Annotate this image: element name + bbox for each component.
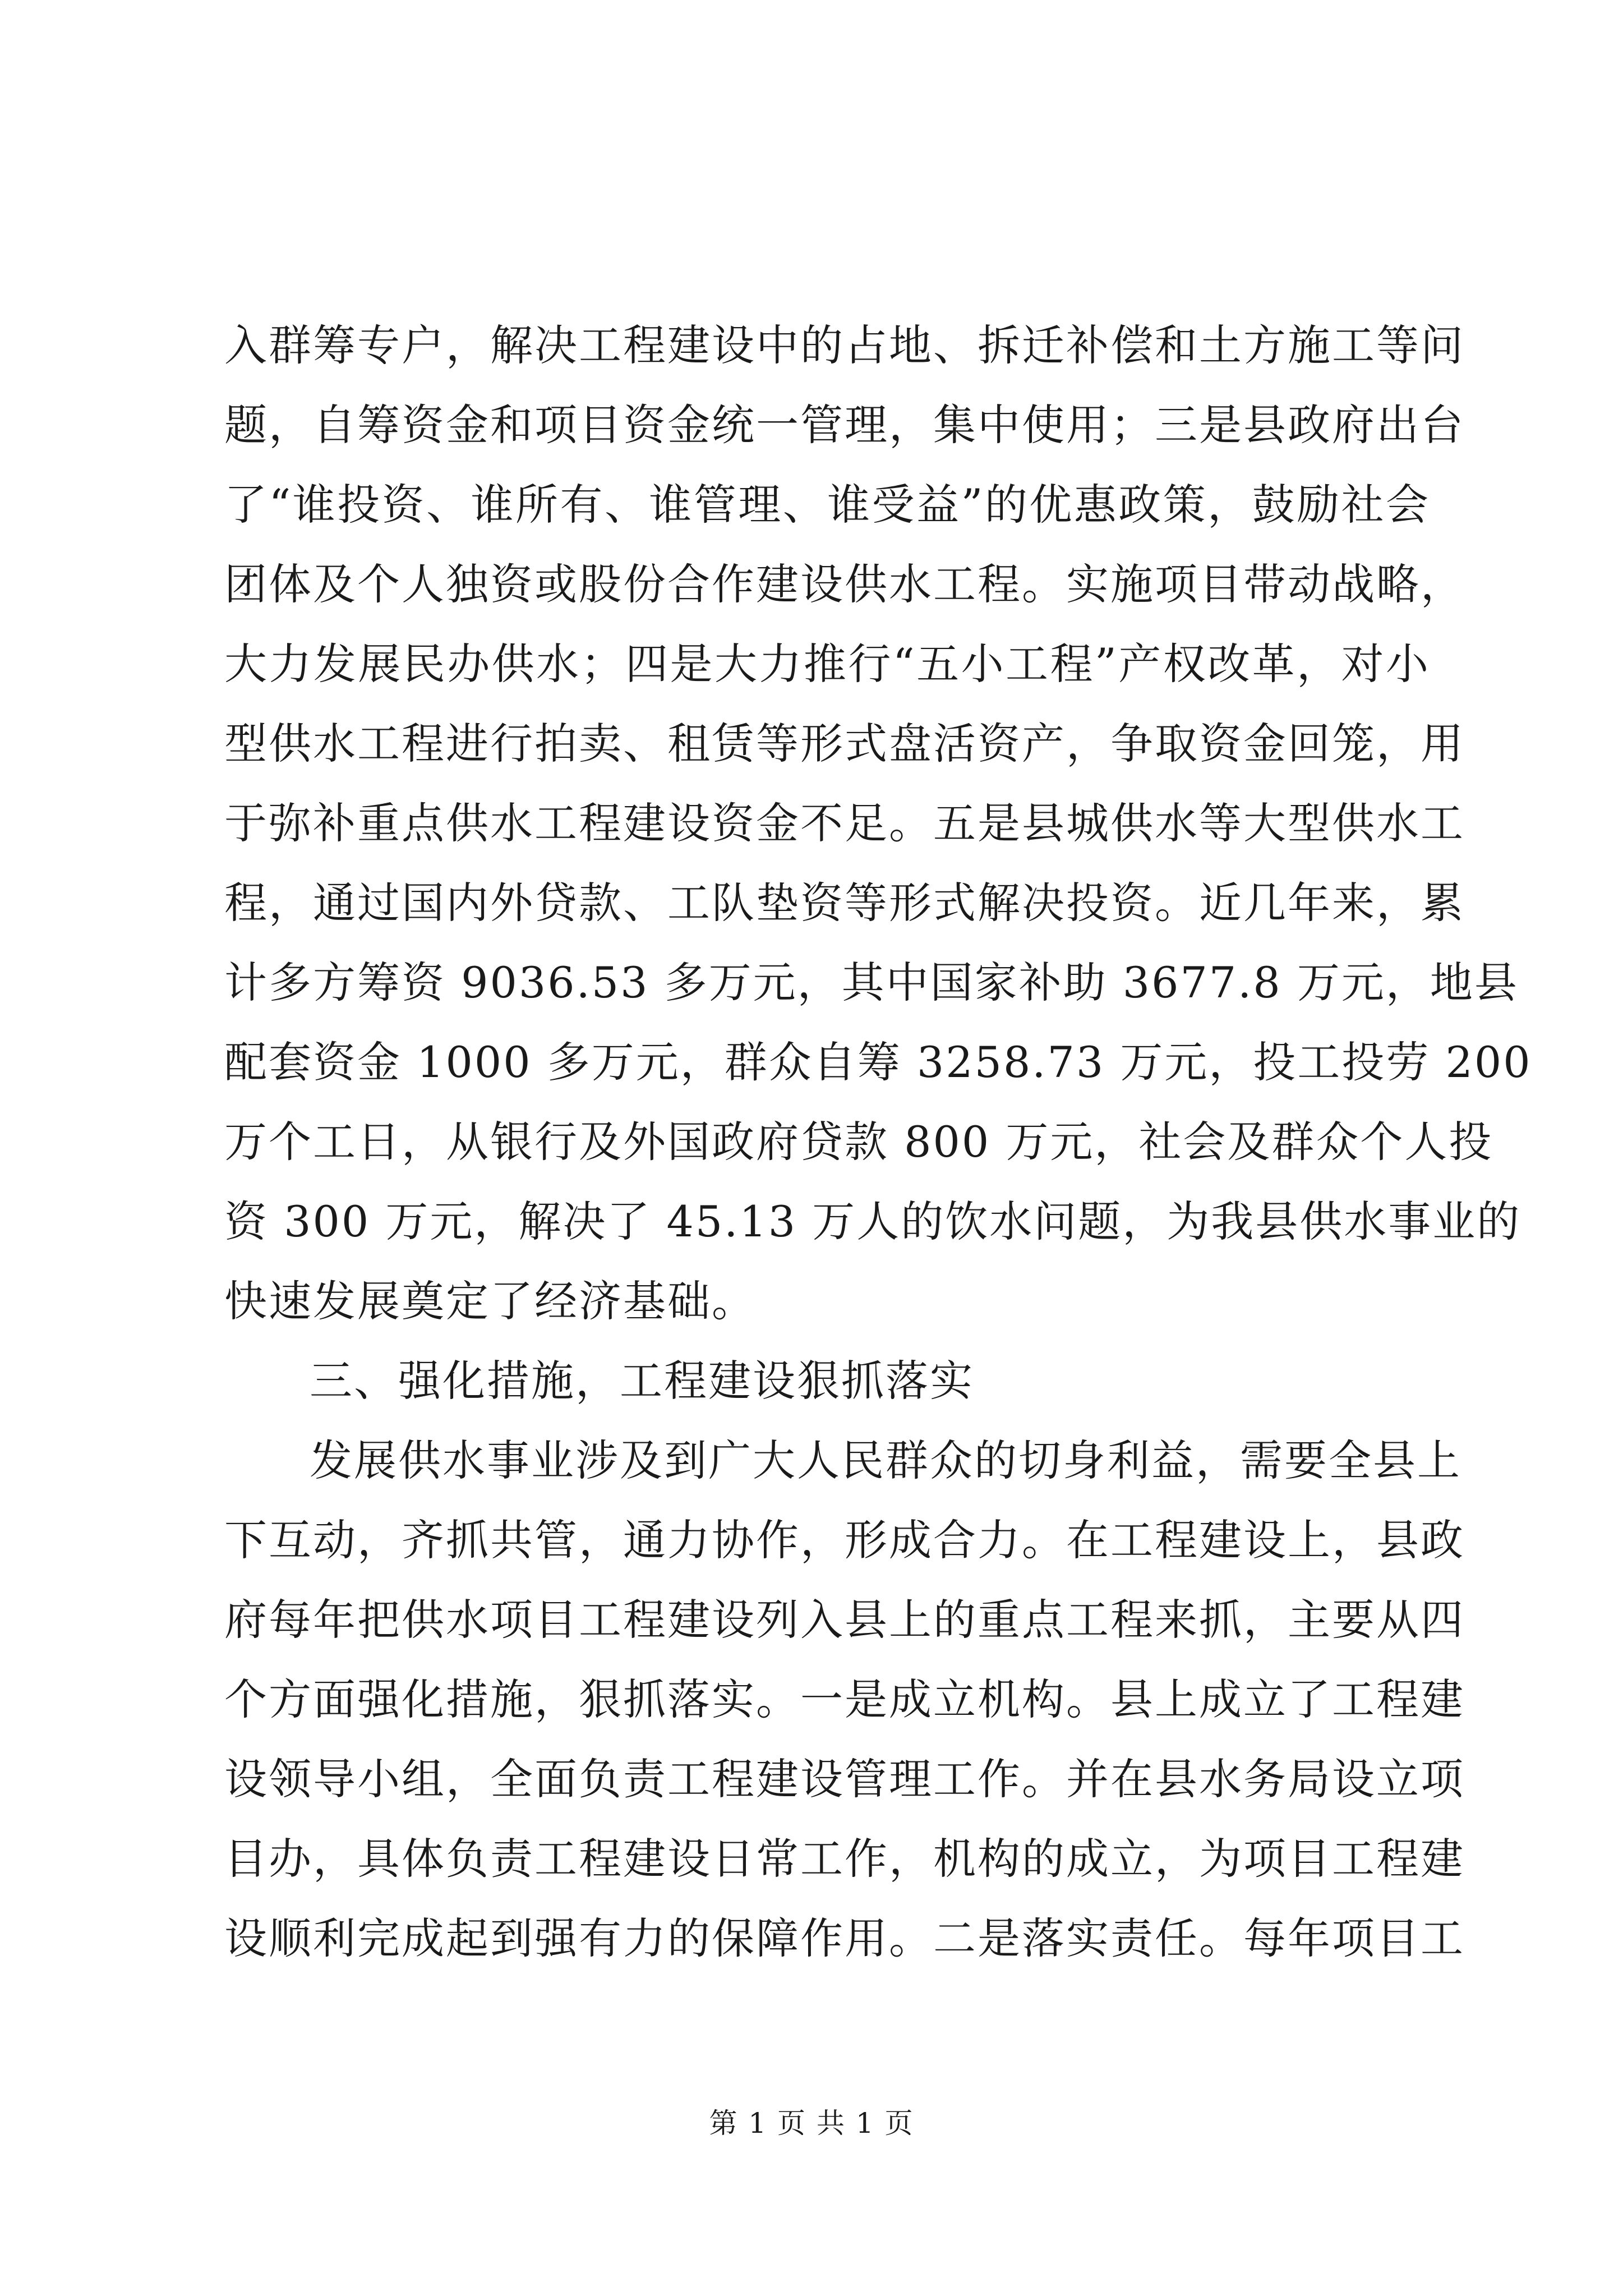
- page-number: 第 1 页 共 1 页: [709, 2107, 914, 2139]
- text-line: 于弥补重点供水工程建设资金不足。五是县城供水等大型供水工: [224, 798, 1465, 848]
- text-line: 计多方筹资 9036.53 多万元，其中国家补助 3677.8 万元，地县: [224, 958, 1519, 1007]
- text-line: 设领导小组，全面负责工程建设管理工作。并在县水务局设立项: [224, 1754, 1465, 1804]
- text-line: 个方面强化措施，狠抓落实。一是成立机构。县上成立了工程建: [224, 1674, 1465, 1724]
- text-line: 程，通过国内外贷款、工队垫资等形式解决投资。近几年来，累: [224, 878, 1465, 928]
- text-line: 快速发展奠定了经济基础。: [224, 1276, 756, 1326]
- text-line: 资 300 万元，解决了 45.13 万人的饮水问题，为我县供水事业的: [224, 1197, 1521, 1246]
- text-line: 万个工日，从银行及外国政府贷款 800 万元，社会及群众个人投: [224, 1117, 1493, 1167]
- text-line: 入群筹专户，解决工程建设中的占地、拆迁补偿和土方施工等问: [224, 320, 1465, 370]
- text-line: 目办，具体负责工程建设日常工作，机构的成立，为项目工程建: [224, 1834, 1465, 1884]
- text-line: 配套资金 1000 多万元，群众自筹 3258.73 万元，投工投劳 200: [224, 1037, 1532, 1087]
- text-line: 了“谁投资、谁所有、谁管理、谁受益”的优惠政策，鼓励社会: [224, 480, 1430, 530]
- text-line: 型供水工程进行拍卖、租赁等形式盘活资产，争取资金回笼，用: [224, 719, 1465, 769]
- text-line: 题，自筹资金和项目资金统一管理，集中使用；三是县政府出台: [224, 400, 1465, 450]
- text-line: 下互动，齐抓共管，通力协作，形成合力。在工程建设上，县政: [224, 1515, 1465, 1565]
- section-heading: 三、强化措施，工程建设狠抓落实: [310, 1356, 974, 1406]
- body-text: [224, 306, 1532, 1978]
- text-line: 大力发展民办供水；四是大力推行“五小工程”产权改革，对小: [224, 639, 1430, 689]
- text-line: 发展供水事业涉及到广大人民群众的切身利益，需要全县上: [310, 1435, 1461, 1485]
- text-line: 府每年把供水项目工程建设列入县上的重点工程来抓，主要从四: [224, 1595, 1465, 1645]
- text-line: 团体及个人独资或股份合作建设供水工程。实施项目带动战略，: [224, 559, 1465, 609]
- text-line: 设顺利完成起到强有力的保障作用。二是落实责任。每年项目工: [224, 1913, 1465, 1963]
